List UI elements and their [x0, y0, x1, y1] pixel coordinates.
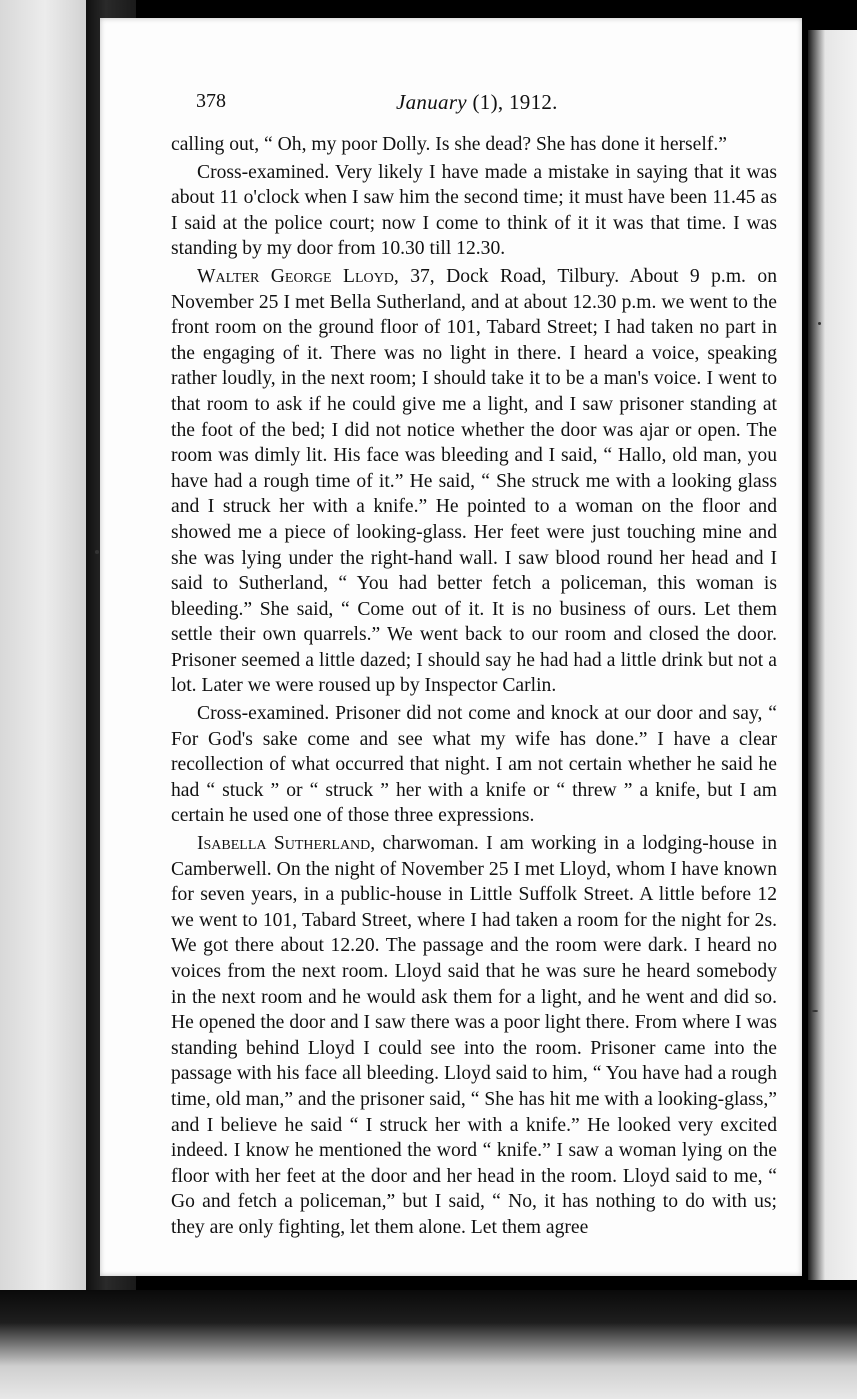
scan-speck [812, 1010, 818, 1012]
running-head-month: January [396, 90, 467, 114]
paragraph-text: , 37, Dock Road, Tilbury. About 9 p.m. on November 25 I met Bella Sutherland, and at about 12.30 p.m. we went to the front room on the ground floor of 101, Tabard Street; I had taken no part in the engaging of it. There was no light in there. I heard a voice, speaking rather loudly, in the next room; I should take it to be a man's voice. I went to that room to ask if he could give me a light, and I saw prisoner standing at the foot of the bed; I did not notice whether the door was ajar or open. The room was dimly lit. His face was bleeding and I said, “ Hallo, old man, you have had a rough time of it.” He said, “ She struck me with a looking glass and I struck her with a knife.” He pointed to a woman on the floor and showed me a piece of looking-glass. Her feet were just touching mine and she was lying under the right-hand wall. I saw blood round her head and I said to Sutherland, “ You had better fetch a policeman, this woman is bleeding.” She said, “ Come out of it. It is no business of ours. Let them settle their own quarrels.” We went back to our room and closed the door. Prisoner seemed a little dazed; I should say he had had a little drink but not a lot. Later we were roused up by Inspector Carlin. [171, 265, 777, 697]
book-bottom-edge [0, 1290, 857, 1399]
scan-speck [95, 550, 99, 554]
paragraph-cross-examination [171, 160, 777, 262]
next-page-edge [808, 30, 857, 1280]
paragraph-witness-sutherland [171, 831, 777, 1241]
paragraph-text: Cross-examined. Very likely I have made a mistake in saying that it was about 11 o'clock when I saw him the second time; it must have been 11.45 as I said at the police court; now I come to think of it it was that time. I was standing by my door from 10.30 till 12.30. [171, 161, 777, 260]
paragraph-text: Cross-examined. Prisoner did not come and knock at our door and say, “ For God's sake come and see what my wife has done.” I have a clear recollection of what occurred that night. I am not certain whether he said he had “ stuck ” or “ struck ” her with a knife or “ threw ” a knife, but I am certain he used one of those three expressions. [171, 703, 777, 827]
running-head [396, 90, 558, 115]
page-body [171, 132, 777, 1243]
paragraph-cross-examination [171, 701, 777, 829]
paragraph-witness-lloyd [171, 264, 777, 699]
paragraph-continuation [171, 132, 777, 158]
book-page [100, 18, 802, 1276]
page-number: 378 [196, 90, 226, 112]
scan-speck [818, 322, 821, 325]
witness-name: Walter George Lloyd [197, 265, 394, 287]
witness-name: Isabella Sutherland [197, 833, 371, 855]
page-header [196, 90, 796, 124]
running-head-date: (1), 1912. [472, 90, 558, 114]
facing-page-edge [0, 0, 90, 1399]
paragraph-text: , charwoman. I am working in a lodging-house in Camberwell. On the night of November 25 I met Lloyd, whom I have known for seven years, in a public-house in Little Suffolk Street. A little before 12 we went to 101, Tabard Street, where I had taken a room for the night for 2s. We got there about 12.20. The passage and the room were dark. I heard no voices from the next room. Lloyd said that he was sure he heard somebody in the next room and he would ask them for a light, and he went and did so. He opened the door and I saw there was a poor light there. From where I was standing behind Lloyd I could see into the room. Prisoner came into the passage with his face all bleeding. Lloyd said to him, “ You have had a rough time, old man,” and the prisoner said, “ She has hit me with a looking-glass,” and I believe he said “ I struck her with a knife.” He looked very excited indeed. I know he mentioned the word “ knife.” I saw a woman lying on the floor with her feet at the door and her head in the room. Lloyd said to me, “ Go and fetch a policeman,” but I said, “ No, it has nothing to do with us; they are only fighting, let them alone. Let them agree [171, 833, 777, 1238]
paragraph-text: calling out, “ Oh, my poor Dolly. Is she dead? She has done it herself.” [171, 134, 727, 155]
